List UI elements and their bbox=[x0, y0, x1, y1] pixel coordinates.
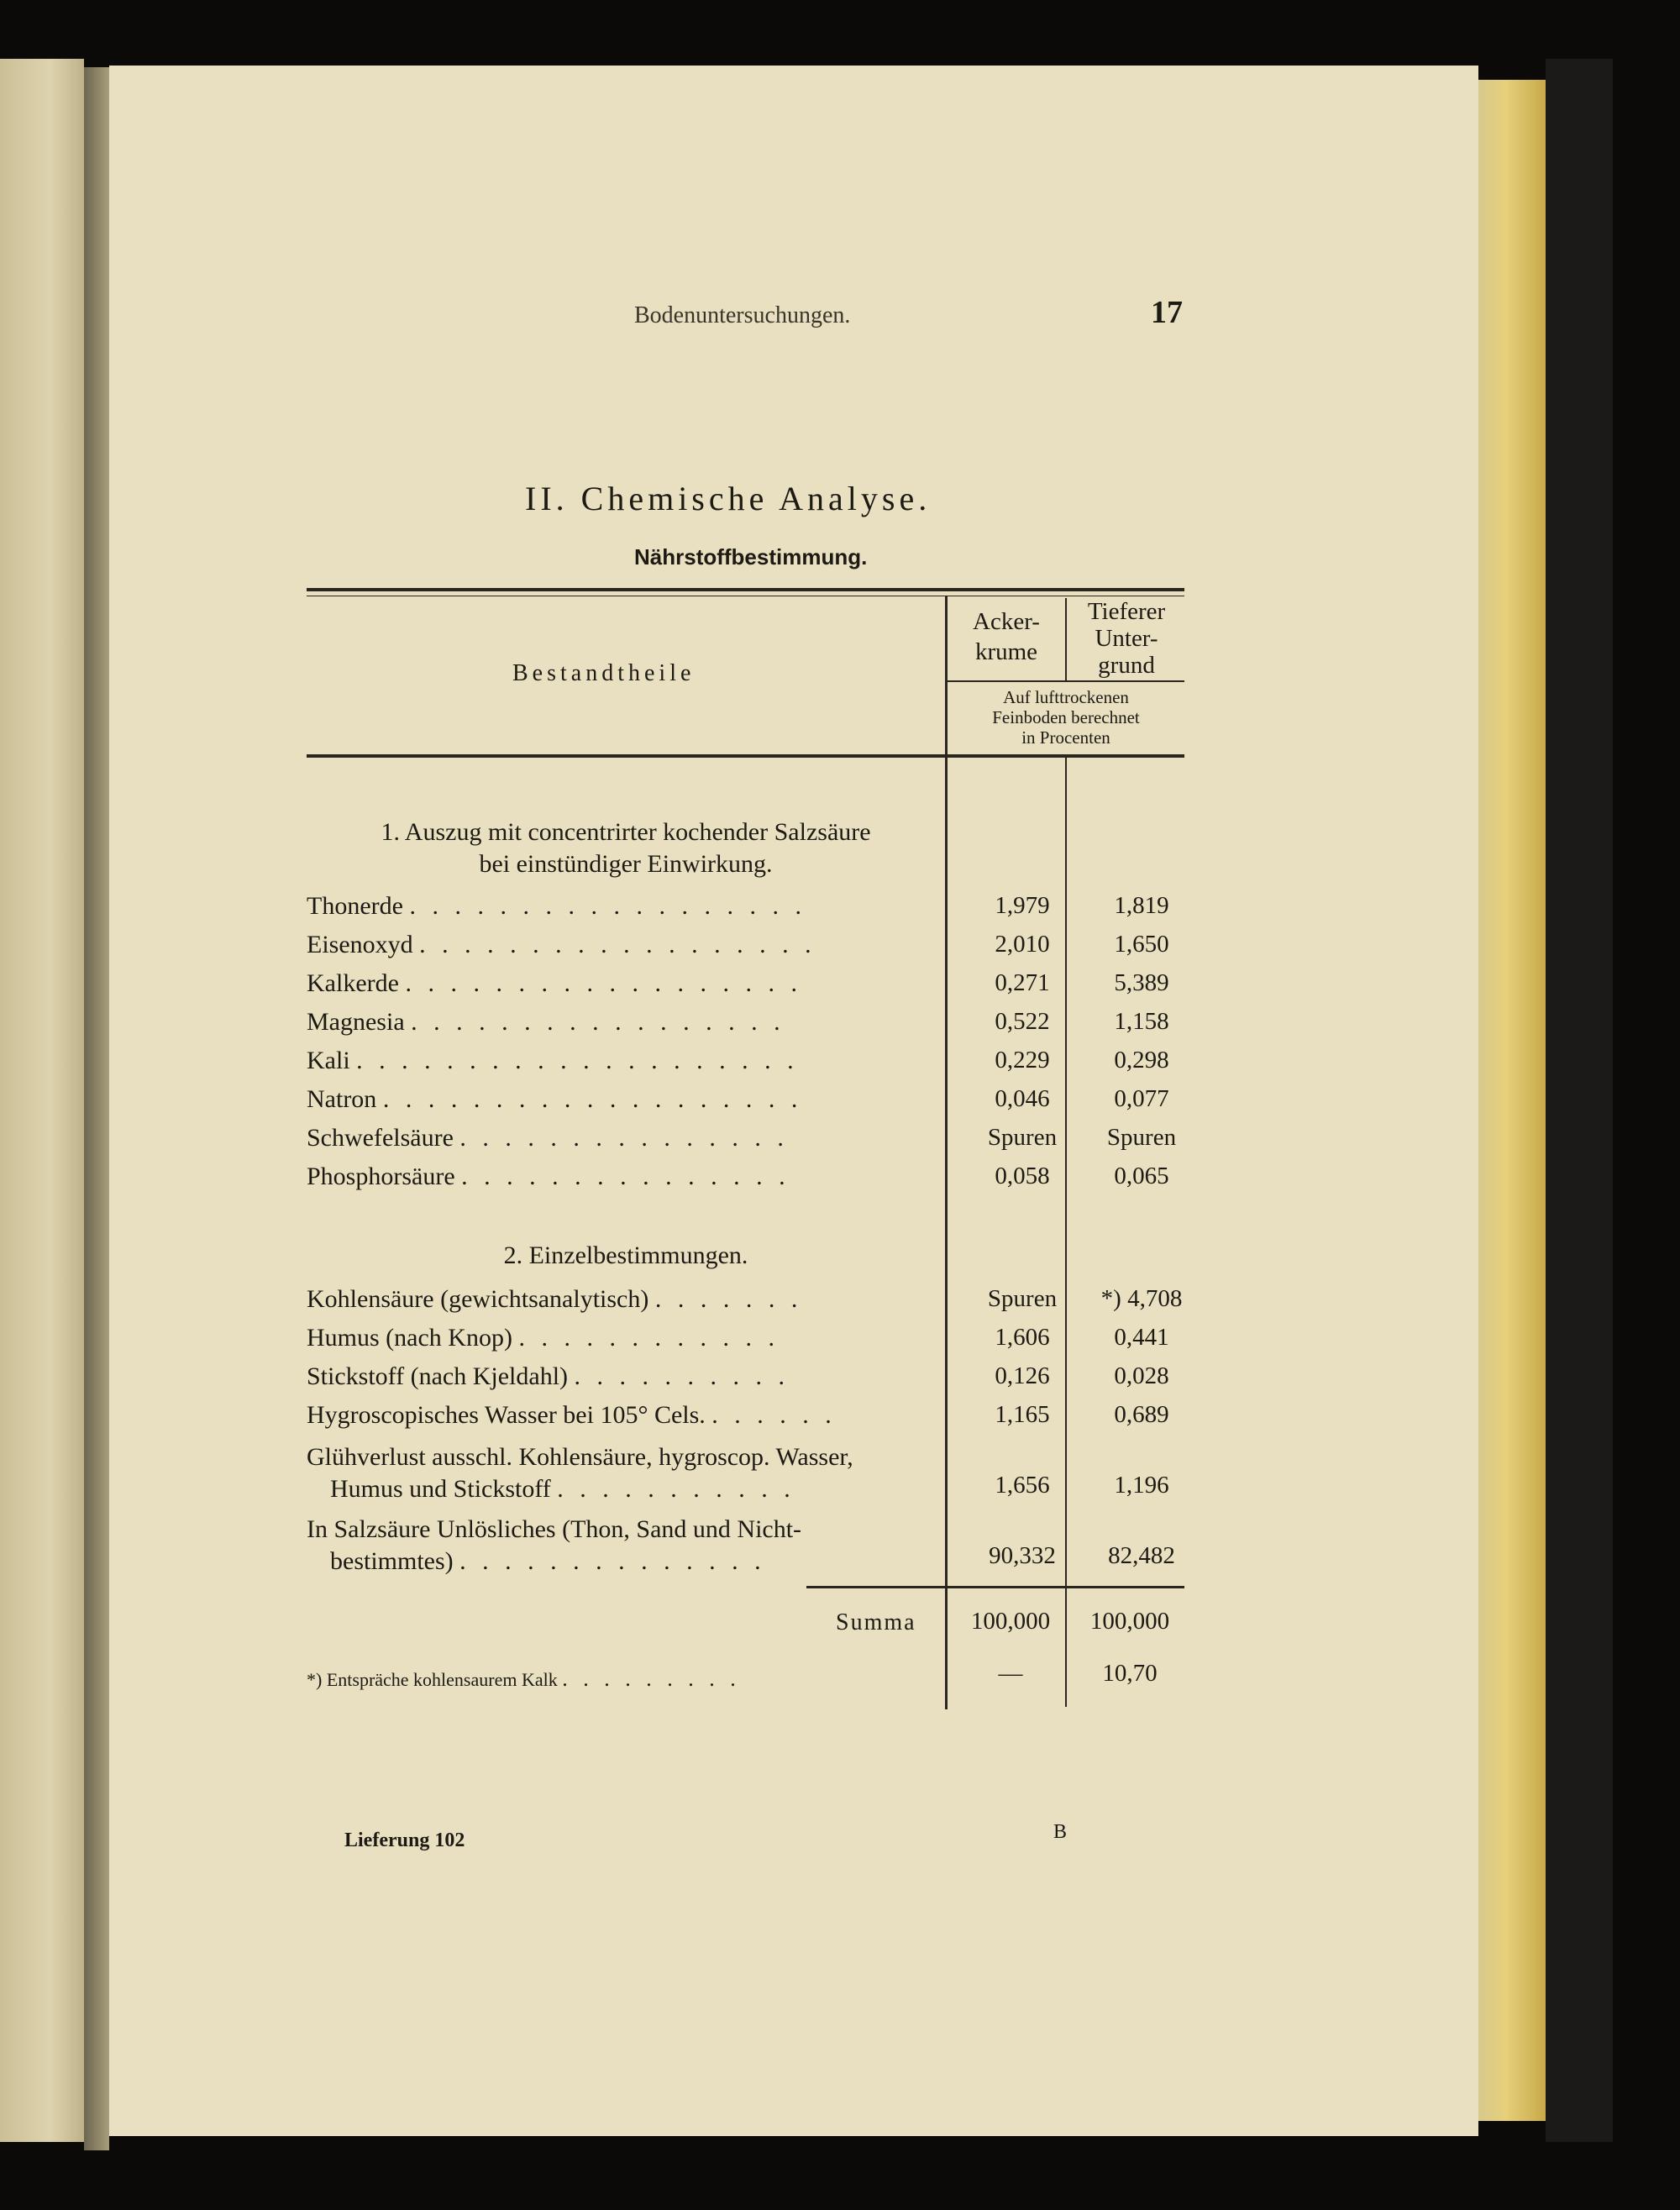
summa-rule bbox=[806, 1586, 1184, 1588]
cell-ackerkrume: 1,606 bbox=[995, 1324, 1050, 1351]
unit-note-line: Auf lufttrockenen bbox=[1003, 687, 1129, 707]
row-label: Thonerde bbox=[307, 892, 403, 920]
cell-untergrund: 0,441 bbox=[1114, 1324, 1169, 1351]
cell-untergrund: 0,298 bbox=[1114, 1047, 1169, 1074]
cell-ackerkrume-footnote: — bbox=[998, 1660, 1023, 1687]
table-row-label-gluehverlust-cont bbox=[330, 1475, 795, 1504]
cell-untergrund-summa: 100,000 bbox=[1089, 1608, 1170, 1635]
cell-untergrund: 0,077 bbox=[1114, 1085, 1169, 1112]
unit-note-line: Feinboden berechnet bbox=[992, 707, 1140, 727]
running-title: Bodenuntersuchungen. bbox=[634, 302, 851, 328]
row-label: Hygroscopisches Wasser bei 105° Cels. bbox=[307, 1401, 706, 1429]
row-label: bestimmtes) bbox=[330, 1547, 454, 1575]
group2-title: 2. Einzelbestimmungen. bbox=[503, 1241, 748, 1269]
table-row-label bbox=[307, 1362, 790, 1391]
leader-dots: . . . . . . . . . . . . bbox=[518, 1324, 780, 1352]
table-row-label-gluehverlust: Glühverlust ausschl. Kohlensäure, hygroscop. Wasser, bbox=[307, 1443, 853, 1471]
row-label: Kalkerde bbox=[307, 969, 399, 997]
table-vrule-main bbox=[945, 596, 948, 1709]
footnote-label bbox=[307, 1667, 741, 1692]
table-row-label bbox=[307, 1047, 799, 1075]
table-row-label bbox=[307, 1085, 802, 1114]
cell-untergrund: 82,482 bbox=[1108, 1542, 1175, 1569]
group1-title-line: bei einstündiger Einwirkung. bbox=[479, 850, 773, 878]
cell-untergrund: 0,065 bbox=[1114, 1163, 1169, 1189]
leader-dots: . . . . . . . . . bbox=[562, 1667, 741, 1691]
col2-header-line: Unter- bbox=[1095, 625, 1158, 652]
cell-ackerkrume: Spuren bbox=[987, 1285, 1058, 1312]
group1-title bbox=[307, 816, 945, 880]
book-cover bbox=[1546, 59, 1613, 2142]
cell-ackerkrume: 1,165 bbox=[995, 1401, 1050, 1428]
unit-note-line: in Procenten bbox=[1021, 727, 1110, 748]
table-row-label-unloesliches: In Salzsäure Unlösliches (Thon, Sand und Nicht- bbox=[307, 1515, 802, 1543]
leader-dots: . . . . . . . . . . . . . . . . . . . . bbox=[356, 1047, 799, 1074]
row-label: *) Entspräche kohlensaurem Kalk bbox=[307, 1669, 558, 1690]
row-label: Stickstoff (nach Kjeldahl) bbox=[307, 1362, 569, 1390]
section-title: II. Chemische Analyse. bbox=[525, 480, 932, 517]
cell-ackerkrume: 90,332 bbox=[989, 1542, 1056, 1569]
leader-dots: . . . . . . . . . . . bbox=[557, 1475, 795, 1503]
page-number: 17 bbox=[1151, 295, 1183, 330]
table-row-label bbox=[307, 1008, 785, 1037]
leader-dots: . . . . . . bbox=[711, 1401, 837, 1429]
summa-label: Summa bbox=[836, 1609, 916, 1635]
row-label: Natron bbox=[307, 1085, 377, 1113]
row-label: Phosphorsäure bbox=[307, 1163, 455, 1190]
cell-untergrund: Spuren bbox=[1106, 1124, 1177, 1151]
cell-ackerkrume: 0,271 bbox=[995, 969, 1050, 996]
leader-dots: . . . . . . . . . . . . . . bbox=[459, 1547, 766, 1575]
row-label: Kali bbox=[307, 1047, 350, 1074]
cell-ackerkrume-summa: 100,000 bbox=[970, 1608, 1051, 1635]
cell-untergrund: 1,650 bbox=[1114, 931, 1169, 958]
table-top-rule bbox=[307, 588, 1184, 591]
table-row-label bbox=[307, 931, 816, 959]
cell-untergrund: *) 4,708 bbox=[1100, 1285, 1183, 1312]
col1-header-line: Acker- bbox=[973, 608, 1040, 635]
table-row-label bbox=[307, 1285, 802, 1314]
cell-untergrund: 1,158 bbox=[1114, 1008, 1169, 1035]
row-label: Magnesia bbox=[307, 1008, 405, 1036]
cell-ackerkrume: 0,058 bbox=[995, 1163, 1050, 1189]
unit-note bbox=[948, 687, 1184, 748]
col2-header-line: Tieferer bbox=[1087, 598, 1166, 625]
leader-dots: . . . . . . . . . . . . . . . . . . bbox=[419, 931, 816, 958]
cell-untergrund: 0,028 bbox=[1114, 1362, 1169, 1389]
cell-untergrund: 1,819 bbox=[1114, 892, 1169, 919]
cell-untergrund: 0,689 bbox=[1114, 1401, 1169, 1428]
leader-dots: . . . . . . . . . . . . . . . . . . . bbox=[382, 1085, 803, 1113]
book-gutter bbox=[84, 67, 109, 2150]
leader-dots: . . . . . . . . . . . . . . . . . . bbox=[409, 892, 806, 920]
row-label: Schwefelsäure bbox=[307, 1124, 454, 1152]
leader-dots: . . . . . . . . . . bbox=[574, 1362, 790, 1390]
header-bottom-rule bbox=[307, 754, 1184, 758]
table-row-label bbox=[307, 1401, 837, 1430]
row-label: Kohlensäure (gewichtsanalytisch) bbox=[307, 1285, 649, 1313]
col1-header-line: krume bbox=[974, 638, 1038, 665]
group1-title-line: 1. Auszug mit concentrirter kochender Salzsäure bbox=[381, 818, 871, 846]
table-row-label bbox=[307, 1324, 780, 1352]
row-label: Humus und Stickstoff bbox=[330, 1475, 551, 1503]
leader-dots: . . . . . . . . . . . . . . . bbox=[459, 1124, 789, 1152]
table-row-label bbox=[307, 969, 802, 998]
header-mid-rule bbox=[948, 680, 1184, 682]
column-header-tieferer-untergrund bbox=[1067, 598, 1186, 679]
table-row-label bbox=[307, 1124, 789, 1152]
cell-ackerkrume: 0,046 bbox=[995, 1085, 1050, 1112]
footer-signature: B bbox=[1053, 1821, 1068, 1843]
leader-dots: . . . . . . . . . . . . . . . . . bbox=[411, 1008, 785, 1036]
column-header-bestandtheile: Bestandtheile bbox=[512, 660, 696, 686]
table-row-label bbox=[307, 892, 806, 921]
cell-ackerkrume: 0,126 bbox=[995, 1362, 1050, 1389]
facing-page-edge bbox=[0, 59, 84, 2142]
cell-ackerkrume: 1,656 bbox=[995, 1472, 1050, 1499]
row-label: Eisenoxyd bbox=[307, 931, 413, 958]
cell-ackerkrume: 0,229 bbox=[995, 1047, 1050, 1074]
leader-dots: . . . . . . . . . . . . . . . bbox=[461, 1163, 790, 1190]
section-subtitle: Nährstoffbestimmung. bbox=[634, 544, 868, 570]
cell-ackerkrume: Spuren bbox=[987, 1124, 1058, 1151]
cell-ackerkrume: 2,010 bbox=[995, 931, 1050, 958]
col2-header-line: grund bbox=[1098, 652, 1155, 679]
page-stack-edge bbox=[1478, 80, 1546, 2121]
leader-dots: . . . . . . . bbox=[654, 1285, 803, 1313]
column-header-ackerkrume bbox=[948, 606, 1065, 667]
cell-ackerkrume: 0,522 bbox=[995, 1008, 1050, 1035]
cell-untergrund: 1,196 bbox=[1114, 1472, 1169, 1499]
row-label: Humus (nach Knop) bbox=[307, 1324, 512, 1352]
leader-dots: . . . . . . . . . . . . . . . . . . bbox=[405, 969, 802, 997]
cell-untergrund: 5,389 bbox=[1114, 969, 1169, 996]
table-row-label bbox=[307, 1163, 790, 1191]
table-row-label-unloesliches-cont bbox=[330, 1547, 766, 1576]
cell-untergrund-footnote: 10,70 bbox=[1102, 1660, 1158, 1687]
footer-lieferung: Lieferung 102 bbox=[344, 1829, 465, 1851]
cell-ackerkrume: 1,979 bbox=[995, 892, 1050, 919]
